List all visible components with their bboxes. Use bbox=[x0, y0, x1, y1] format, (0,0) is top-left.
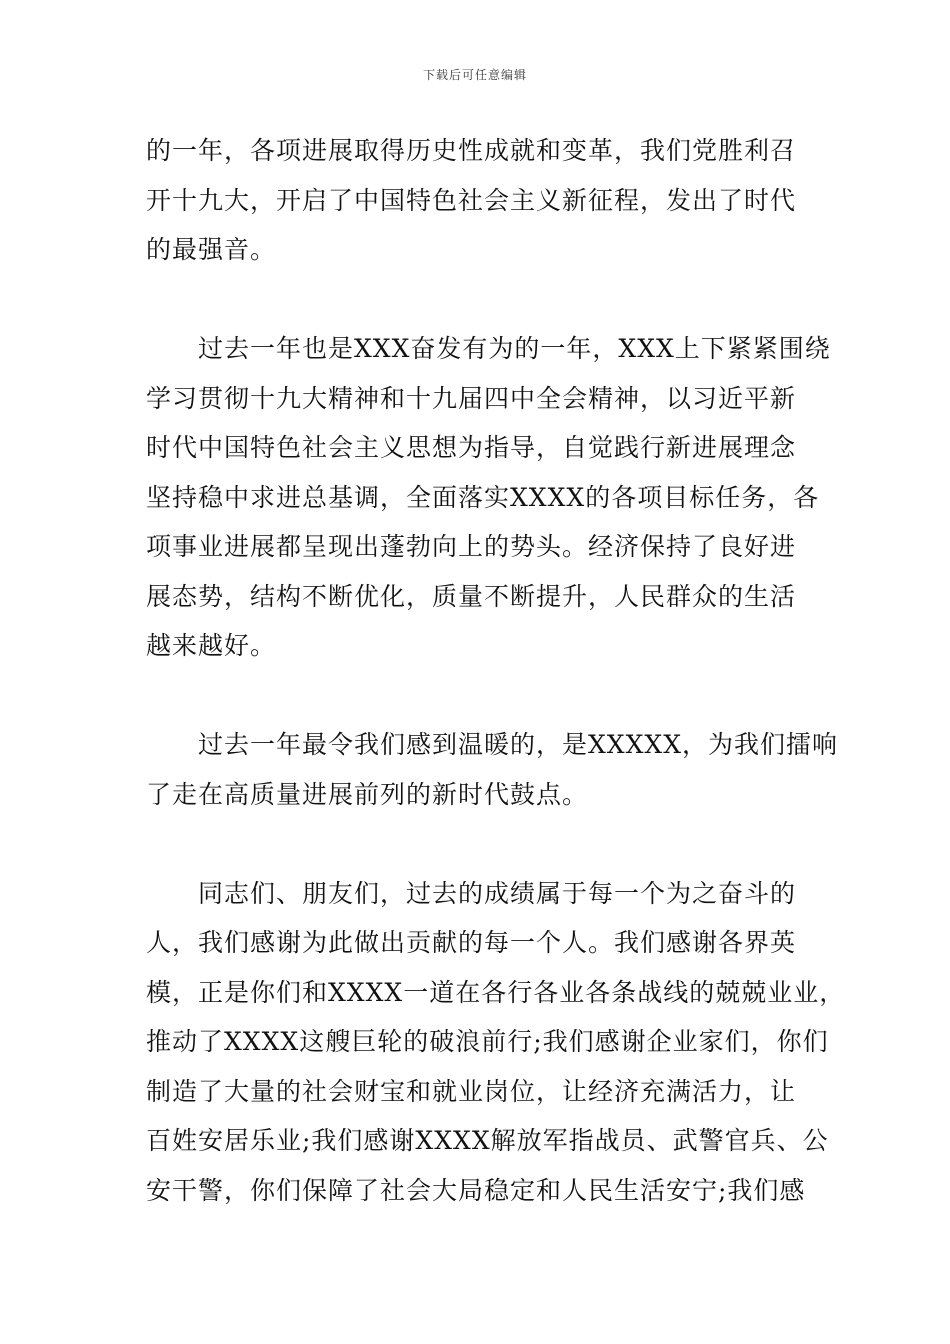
text-line: 学习贯彻十九大精神和十九届四中全会精神，以习近平新 bbox=[146, 383, 797, 413]
text-line: 坚持稳中求进总基调，全面落实XXXX的各项目标任务，各 bbox=[146, 482, 820, 512]
paragraph-spacer bbox=[146, 819, 826, 869]
text-line: 开十九大，开启了中国特色社会主义新征程，发出了时代 bbox=[146, 185, 797, 215]
paragraph-4 bbox=[146, 869, 846, 1216]
text-line: 人，我们感谢为此做出贡献的每一个人。我们感谢各界英 bbox=[146, 928, 797, 957]
text-line: 模，正是你们和XXXX一道在各行各业各条战线的兢兢业业， bbox=[146, 977, 846, 1007]
page-header: 下载后可任意编辑 bbox=[422, 68, 527, 82]
text-line: 制造了大量的社会财宝和就业岗位，让经济充满活力，让 bbox=[146, 1076, 797, 1106]
paragraph-spacer bbox=[146, 671, 826, 721]
paragraph-1 bbox=[146, 126, 826, 275]
text-line: 推动了XXXX这艘巨轮的破浪前行;我们感谢企业家们，你们 bbox=[146, 1027, 829, 1056]
paragraph-3 bbox=[146, 720, 838, 819]
text-line: 过去一年最令我们感到温暖的，是XXXXX，为我们擂响 bbox=[198, 730, 838, 759]
text-line: 了走在高质量进展前列的新时代鼓点。 bbox=[146, 779, 589, 809]
text-line: 百姓安居乐业;我们感谢XXXX解放军指战员、武警官兵、公 bbox=[146, 1126, 829, 1155]
text-line: 同志们、朋友们，过去的成绩属于每一个为之奋斗的 bbox=[198, 878, 797, 908]
text-line: 过去一年也是XXX奋发有为的一年，XXX上下紧紧围绕 bbox=[198, 334, 831, 363]
text-line: 的一年，各项进展取得历史性成就和变革，我们党胜利召 bbox=[146, 136, 797, 165]
text-line: 展态势，结构不断优化，质量不断提升，人民群众的生活 bbox=[146, 581, 797, 611]
text-line: 项事业进展都呈现出蓬勃向上的势头。经济保持了良好进 bbox=[146, 532, 797, 561]
text-line: 的最强音。 bbox=[146, 235, 277, 264]
text-line: 越来越好。 bbox=[146, 631, 277, 660]
document-body bbox=[146, 126, 846, 1215]
text-line: 时代中国特色社会主义思想为指导，自觉践行新进展理念 bbox=[146, 433, 797, 462]
paragraph-spacer bbox=[146, 275, 826, 325]
paragraph-2 bbox=[146, 324, 831, 671]
text-line: 安干警，你们保障了社会大局稳定和人民生活安宁;我们感 bbox=[146, 1175, 806, 1205]
